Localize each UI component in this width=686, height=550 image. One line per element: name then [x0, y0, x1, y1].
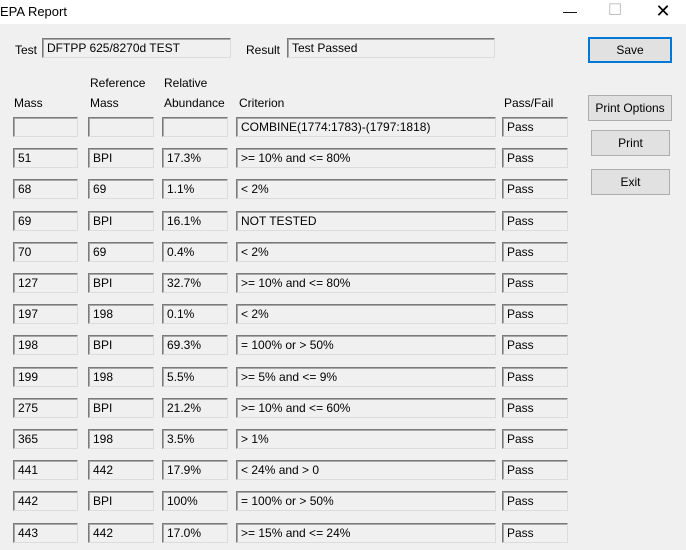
criterion-field[interactable]: = 100% or > 50%: [236, 335, 496, 355]
table-row: [0, 429, 570, 449]
pass-fail-field[interactable]: Pass: [502, 273, 568, 293]
column-header-relative-abundance-line2: Abundance: [164, 96, 225, 110]
criterion-field[interactable]: COMBINE(1774:1783)-(1797:1818): [236, 117, 496, 137]
column-header-criterion: Criterion: [239, 96, 285, 110]
reference-mass-field[interactable]: BPI: [88, 335, 154, 355]
criterion-field[interactable]: >= 15% and <= 24%: [236, 523, 496, 543]
result-field[interactable]: Test Passed: [287, 38, 495, 58]
criterion-field[interactable]: < 2%: [236, 304, 496, 324]
reference-mass-field[interactable]: [88, 117, 154, 137]
criterion-field[interactable]: >= 10% and <= 80%: [236, 273, 496, 293]
relative-abundance-field[interactable]: 69.3%: [162, 335, 228, 355]
mass-field[interactable]: 197: [13, 304, 78, 324]
table-row: [0, 211, 570, 231]
relative-abundance-field[interactable]: 100%: [162, 491, 228, 511]
reference-mass-field[interactable]: 442: [88, 523, 154, 543]
criterion-field[interactable]: < 2%: [236, 179, 496, 199]
save-button[interactable]: Save: [588, 37, 672, 63]
table-row: [0, 367, 570, 387]
pass-fail-field[interactable]: Pass: [502, 523, 568, 543]
table-row: [0, 179, 570, 199]
criterion-field[interactable]: = 100% or > 50%: [236, 491, 496, 511]
mass-field[interactable]: 127: [13, 273, 78, 293]
relative-abundance-field[interactable]: 17.0%: [162, 523, 228, 543]
pass-fail-field[interactable]: Pass: [502, 429, 568, 449]
table-row: [0, 335, 570, 355]
criterion-field[interactable]: < 24% and > 0: [236, 460, 496, 480]
reference-mass-field[interactable]: BPI: [88, 273, 154, 293]
mass-field[interactable]: 442: [13, 491, 78, 511]
relative-abundance-field[interactable]: 0.4%: [162, 242, 228, 262]
criterion-field[interactable]: < 2%: [236, 242, 496, 262]
maximize-icon: ☐: [607, 2, 623, 19]
pass-fail-field[interactable]: Pass: [502, 242, 568, 262]
reference-mass-field[interactable]: 69: [88, 242, 154, 262]
relative-abundance-field[interactable]: 1.1%: [162, 179, 228, 199]
reference-mass-field[interactable]: 198: [88, 429, 154, 449]
relative-abundance-field[interactable]: 17.9%: [162, 460, 228, 480]
reference-mass-field[interactable]: BPI: [88, 148, 154, 168]
mass-field[interactable]: 199: [13, 367, 78, 387]
pass-fail-field[interactable]: Pass: [502, 335, 568, 355]
title-bar: [0, 0, 686, 24]
pass-fail-field[interactable]: Pass: [502, 179, 568, 199]
reference-mass-field[interactable]: BPI: [88, 491, 154, 511]
column-header-mass: Mass: [14, 96, 43, 110]
relative-abundance-field[interactable]: 16.1%: [162, 211, 228, 231]
pass-fail-field[interactable]: Pass: [502, 460, 568, 480]
pass-fail-field[interactable]: Pass: [502, 148, 568, 168]
table-row: [0, 148, 570, 168]
reference-mass-field[interactable]: 198: [88, 367, 154, 387]
criterion-field[interactable]: >= 10% and <= 60%: [236, 398, 496, 418]
exit-button[interactable]: Exit: [591, 169, 670, 195]
column-header-relative-abundance-line1: Relative: [164, 76, 208, 90]
pass-fail-field[interactable]: Pass: [502, 367, 568, 387]
mass-field[interactable]: 443: [13, 523, 78, 543]
table-row: [0, 460, 570, 480]
mass-field[interactable]: 51: [13, 148, 78, 168]
mass-field[interactable]: [13, 117, 78, 137]
mass-field[interactable]: 275: [13, 398, 78, 418]
reference-mass-field[interactable]: BPI: [88, 211, 154, 231]
pass-fail-field[interactable]: Pass: [502, 117, 568, 137]
column-header-reference-mass-line1: Reference: [90, 76, 146, 90]
print-options-button[interactable]: Print Options: [588, 95, 672, 121]
minimize-icon[interactable]: —: [563, 3, 577, 19]
reference-mass-field[interactable]: 198: [88, 304, 154, 324]
relative-abundance-field[interactable]: 5.5%: [162, 367, 228, 387]
relative-abundance-field[interactable]: 17.3%: [162, 148, 228, 168]
criterion-field[interactable]: > 1%: [236, 429, 496, 449]
relative-abundance-field[interactable]: 21.2%: [162, 398, 228, 418]
print-button[interactable]: Print: [591, 130, 670, 156]
table-row: [0, 398, 570, 418]
table-row: [0, 117, 570, 137]
table-row: [0, 491, 570, 511]
mass-field[interactable]: 68: [13, 179, 78, 199]
mass-field[interactable]: 198: [13, 335, 78, 355]
relative-abundance-field[interactable]: 3.5%: [162, 429, 228, 449]
reference-mass-field[interactable]: 442: [88, 460, 154, 480]
column-header-reference-mass-line2: Mass: [90, 96, 119, 110]
mass-field[interactable]: 70: [13, 242, 78, 262]
relative-abundance-field[interactable]: 32.7%: [162, 273, 228, 293]
window-title: EPA Report: [0, 4, 67, 19]
table-row: [0, 242, 570, 262]
table-row: [0, 304, 570, 324]
table-row: [0, 273, 570, 293]
criterion-field[interactable]: NOT TESTED: [236, 211, 496, 231]
pass-fail-field[interactable]: Pass: [502, 398, 568, 418]
reference-mass-field[interactable]: BPI: [88, 398, 154, 418]
relative-abundance-field[interactable]: [162, 117, 228, 137]
pass-fail-field[interactable]: Pass: [502, 211, 568, 231]
result-label: Result: [246, 43, 281, 57]
test-label: Test: [15, 43, 38, 57]
mass-field[interactable]: 69: [13, 211, 78, 231]
close-icon[interactable]: ✕: [655, 1, 671, 21]
column-header-pass-fail: Pass/Fail: [504, 96, 554, 110]
mass-field[interactable]: 365: [13, 429, 78, 449]
pass-fail-field[interactable]: Pass: [502, 491, 568, 511]
pass-fail-field[interactable]: Pass: [502, 304, 568, 324]
criterion-field[interactable]: >= 5% and <= 9%: [236, 367, 496, 387]
mass-field[interactable]: 441: [13, 460, 78, 480]
table-row: [0, 523, 570, 543]
relative-abundance-field[interactable]: 0.1%: [162, 304, 228, 324]
reference-mass-field[interactable]: 69: [88, 179, 154, 199]
criterion-field[interactable]: >= 10% and <= 80%: [236, 148, 496, 168]
test-name-field[interactable]: DFTPP 625/8270d TEST: [42, 38, 231, 58]
